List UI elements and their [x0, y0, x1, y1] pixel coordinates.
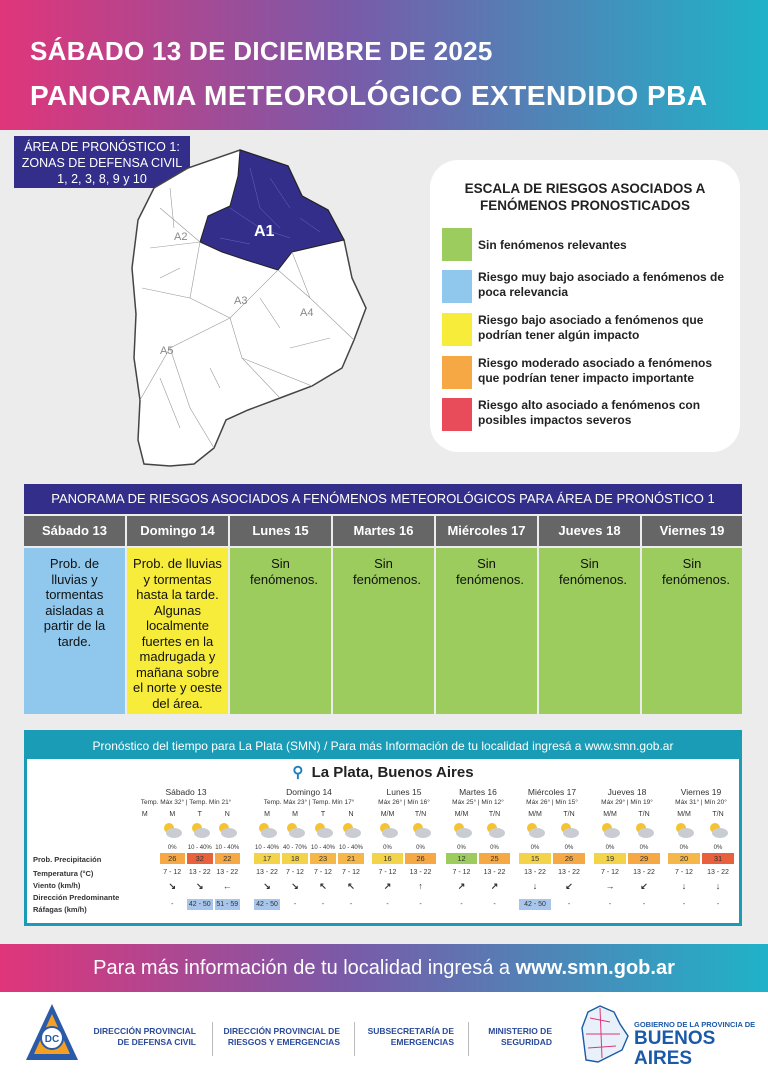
temperature-cell: 31 — [702, 853, 734, 864]
wind-direction-icon: ↓ — [715, 881, 721, 891]
wind-cell: 7 - 12 — [601, 869, 619, 876]
forecast-day-temps: Máx 26° | Mín 15° — [526, 799, 578, 806]
temperature-cell: 26 — [553, 853, 585, 864]
period-label: N — [224, 811, 230, 818]
footer-item-subsecretaria — [358, 1026, 454, 1048]
day-body-0: Prob. de lluvias y tormentas aisladas a partir de la tarde. — [24, 548, 125, 714]
bottom-url-link[interactable]: www.smn.gob.ar — [515, 957, 675, 979]
day-body-2: Sin fenómenos. — [230, 548, 331, 714]
day-body-6: Sin fenómenos. — [642, 548, 742, 714]
day-header: Jueves 18 — [539, 516, 640, 546]
period-label: T/N — [563, 811, 575, 818]
forecast-day-name: Miércoles 17 — [527, 787, 577, 797]
wind-direction-icon: ↘ — [168, 881, 177, 891]
gust-cell: - — [171, 901, 174, 908]
scale-text: Riesgo moderado asociado a fenómenos que podrían tener impacto importante — [478, 356, 713, 385]
temperature-cell: 19 — [594, 853, 626, 864]
scale-row — [442, 313, 732, 349]
forecast-day-temps: Máx 29° | Mín 19° — [601, 799, 653, 806]
wind-direction-icon: ↓ — [681, 881, 687, 891]
day-header: Lunes 15 — [230, 516, 331, 546]
wind-cell: 13 - 22 — [524, 869, 546, 876]
forecast-day-name: Domingo 14 — [286, 787, 332, 797]
day-header: Viernes 19 — [642, 516, 742, 546]
weather-icon — [161, 821, 183, 839]
gust-cell: - — [493, 901, 496, 908]
wind-cell: 13 - 22 — [216, 869, 239, 876]
gust-cell: - — [321, 901, 325, 908]
gust-cell: 42 - 50 — [254, 899, 280, 910]
temperature-cell: 17 — [254, 853, 280, 864]
wind-cell: 13 - 22 — [188, 869, 211, 876]
temperature-cell: 26 — [160, 853, 186, 864]
defensa-civil-logo — [24, 1000, 80, 1076]
wind-cell: 13 - 22 — [707, 869, 729, 876]
wind-direction-icon: ↖ — [347, 881, 355, 891]
wind-cell: 7 - 12 — [452, 869, 471, 876]
temperature-cell: 26 — [405, 853, 436, 864]
period-label: M/M — [528, 811, 542, 818]
period-label: M — [169, 811, 176, 818]
footer-line: DE DEFENSA CIVIL — [117, 1037, 196, 1047]
row-label: Prob. Precipitación — [33, 855, 102, 864]
gust-cell: - — [349, 901, 353, 908]
area-label-line1: ÁREA DE PRONÓSTICO 1: — [24, 140, 180, 154]
forecast-day-name: Viernes 19 — [680, 787, 722, 797]
gust-cell: 51 - 59 — [216, 901, 239, 908]
temperature-cell: 23 — [310, 853, 336, 864]
weather-icon — [451, 821, 473, 839]
scale-swatch-2 — [442, 313, 472, 346]
precip-prob: 0% — [564, 845, 574, 851]
wind-cell: 13 - 22 — [483, 869, 506, 876]
gov-big-text: BUENOS AIRES — [634, 1028, 716, 1069]
precip-prob: 40 - 70% — [282, 845, 307, 851]
footer-line: EMERGENCIAS — [390, 1037, 454, 1047]
day-header: Miércoles 17 — [436, 516, 537, 546]
weather-icon — [484, 821, 506, 839]
period-label: T — [320, 811, 326, 818]
page-title: PANORAMA METEOROLÓGICO EXTENDIDO PBA — [30, 80, 708, 111]
temperature-cell: 18 — [282, 853, 308, 864]
weather-icon — [707, 821, 729, 839]
day-body-4: Sin fenómenos. — [436, 548, 537, 714]
wind-cell: 7 - 12 — [163, 869, 182, 876]
period-label: M — [264, 811, 270, 818]
area-label-line3: 1, 2, 3, 8, 9 y 10 — [57, 172, 147, 186]
row-label: Viento (km/h) — [33, 881, 81, 890]
row-label: Dirección Predominante — [33, 893, 120, 902]
footer-line: DIRECCIÓN PROVINCIAL — [93, 1026, 196, 1036]
gust-cell: - — [460, 901, 463, 908]
weather-icon — [284, 821, 306, 839]
weather-icon — [673, 821, 695, 839]
scale-swatch-3 — [442, 356, 472, 389]
header-banner — [0, 0, 768, 130]
wind-direction-icon: ↗ — [457, 881, 466, 891]
period-label: M — [141, 811, 148, 818]
wind-cell: 7 - 12 — [378, 869, 397, 876]
scale-text: Riesgo muy bajo asociado a fenómenos de poca relevancia — [478, 270, 725, 299]
precip-prob: 10 - 40% — [254, 845, 279, 851]
weather-icon — [312, 821, 334, 839]
period-label: T — [197, 811, 202, 818]
gust-cell: - — [716, 901, 720, 908]
precip-prob: 0% — [639, 845, 649, 851]
precip-prob: 0% — [167, 845, 177, 851]
scale-row — [442, 398, 732, 434]
period-label: M — [292, 811, 298, 818]
precip-prob: 0% — [490, 845, 499, 851]
footer-divider — [212, 1022, 213, 1056]
gust-cell: - — [608, 901, 612, 908]
period-label: M/M — [603, 811, 617, 818]
temperature-cell: 25 — [479, 853, 510, 864]
forecast-day-temps: Máx 25° | Mín 12° — [452, 799, 504, 806]
period-label: M/M — [380, 811, 395, 818]
period-label: T/N — [712, 811, 724, 818]
zone-label-a4: A4 — [300, 307, 314, 319]
scale-text: Riesgo bajo asociado a fenómenos que podrían tener algún impacto — [478, 313, 704, 342]
zone-label-a1: A1 — [254, 223, 275, 240]
forecast-day-name: Jueves 18 — [607, 787, 647, 797]
forecast-day-temps: Máx 31° | Mín 20° — [675, 799, 727, 806]
row-label: Temperatura (°C) — [33, 869, 94, 878]
precip-prob: 0% — [713, 845, 723, 851]
precip-prob: 10 - 40% — [187, 845, 212, 851]
gust-cell: - — [682, 901, 686, 908]
temperature-cell: 15 — [519, 853, 551, 864]
wind-direction-icon: ↙ — [565, 881, 573, 891]
day-header: Sábado 13 — [24, 516, 125, 546]
gust-cell: 42 - 50 — [519, 899, 551, 910]
temperature-cell: 20 — [668, 853, 700, 864]
risk-scale-card — [430, 160, 740, 452]
weather-icon — [599, 821, 621, 839]
gust-cell: - — [642, 901, 646, 908]
temperature-cell: 16 — [372, 853, 403, 864]
footer-line: DIRECCIÓN PROVINCIAL DE — [223, 1026, 340, 1036]
row-label: Ráfagas (km/h) — [33, 905, 87, 914]
precip-prob: 0% — [679, 845, 689, 851]
wind-cell: 13 - 22 — [558, 869, 580, 876]
forecast-day-temps: Máx 26° | Mín 16° — [378, 799, 430, 806]
weather-icon — [524, 821, 546, 839]
footer-line: RIESGOS Y EMERGENCIAS — [227, 1037, 340, 1047]
wind-direction-icon: ↑ — [418, 881, 423, 891]
day-body-1: Prob. de lluvias y tormentas hasta la tarde. Algunas localmente fuertes en la madrugada y mañana sobre el norte y oeste del área. — [127, 548, 228, 714]
footer-line: SEGURIDAD — [500, 1037, 552, 1047]
precip-prob: 0% — [457, 845, 466, 851]
risk-scale-title: ESCALA DE RIESGOS ASOCIADOS A FENÓMENOS PRONOSTICADOS — [464, 181, 706, 213]
forecast-day-name: Sábado 13 — [165, 787, 207, 797]
gust-cell: - — [293, 901, 297, 908]
period-label: N — [348, 811, 354, 818]
footer-item-riesgos — [216, 1026, 340, 1048]
period-label: M/M — [454, 811, 469, 818]
scale-row — [442, 228, 732, 264]
gust-cell: - — [567, 901, 571, 908]
weather-icon — [410, 821, 432, 839]
location-pin-icon: ⚲ — [292, 764, 304, 781]
wind-cell: 7 - 12 — [286, 869, 304, 876]
forecast-day-name: Lunes 15 — [386, 787, 422, 797]
scale-swatch-1 — [442, 270, 472, 303]
forecast-day-temps: Temp. Máx 23° | Temp. Mín 17° — [263, 799, 355, 806]
gust-cell: 42 - 50 — [188, 901, 211, 908]
precip-prob: 0% — [530, 845, 540, 851]
wind-direction-icon: ← — [222, 881, 232, 891]
wind-direction-icon: ↘ — [195, 881, 204, 891]
period-label: M/M — [677, 811, 691, 818]
location-name: La Plata, Buenos Aires — [311, 764, 474, 781]
day-header: Martes 16 — [333, 516, 434, 546]
wind-direction-icon: ↖ — [319, 881, 327, 891]
footer-line: MINISTERIO DE — [488, 1026, 552, 1036]
wind-cell: 7 - 12 — [314, 869, 332, 876]
scale-swatch-4 — [442, 398, 472, 431]
wind-cell: 13 - 22 — [256, 869, 278, 876]
scale-swatch-0 — [442, 228, 472, 261]
location-title — [27, 763, 739, 781]
temperature-cell: 22 — [215, 853, 241, 864]
weather-icon — [189, 821, 211, 839]
gust-cell: - — [419, 901, 422, 908]
precip-prob: 0% — [416, 845, 425, 851]
wind-direction-icon: ↘ — [263, 881, 271, 891]
precip-prob: 0% — [383, 845, 392, 851]
wind-direction-icon: ↘ — [291, 881, 299, 891]
area-label-line2: ZONAS DE DEFENSA CIVIL — [21, 156, 183, 170]
gov-logo-text — [634, 1020, 768, 1069]
period-label: T/N — [488, 811, 501, 818]
footer-divider — [468, 1022, 469, 1056]
temperature-cell: 29 — [628, 853, 660, 864]
weather-icon — [633, 821, 655, 839]
day-header: Domingo 14 — [127, 516, 228, 546]
footer-divider — [354, 1022, 355, 1056]
scale-text: Riesgo alto asociado a fenómenos con posibles impactos severos — [478, 398, 701, 427]
day-body-5: Sin fenómenos. — [539, 548, 640, 714]
province-map — [130, 148, 370, 468]
temperature-cell: 12 — [446, 853, 477, 864]
wind-direction-icon: ↓ — [532, 881, 538, 891]
weather-icon — [216, 821, 238, 839]
precip-prob: 10 - 40% — [310, 845, 335, 851]
weather-icon — [340, 821, 362, 839]
wind-cell: 13 - 22 — [409, 869, 432, 876]
footer-item-ministerio — [472, 1026, 552, 1048]
wind-cell: 13 - 22 — [633, 869, 655, 876]
wind-cell: 7 - 12 — [675, 869, 693, 876]
period-label: T/N — [638, 811, 650, 818]
precip-prob: 0% — [605, 845, 615, 851]
forecast-day-name: Martes 16 — [459, 787, 497, 797]
gov-small-text: GOBIERNO DE LA PROVINCIA DE — [634, 1020, 756, 1029]
precip-prob: 10 - 40% — [215, 845, 240, 851]
panorama-title: PANORAMA DE RIESGOS ASOCIADOS A FENÓMENOS METEOROLÓGICOS PARA ÁREA DE PRONÓSTICO 1 — [24, 484, 742, 514]
dc-logo-text: DC — [44, 1034, 60, 1045]
footer — [0, 992, 768, 1086]
day-body-3: Sin fenómenos. — [333, 548, 434, 714]
temperature-cell: 32 — [187, 853, 213, 864]
page-date: SÁBADO 13 DE DICIEMBRE DE 2025 — [30, 36, 493, 66]
precip-prob: 10 - 40% — [338, 845, 363, 851]
weather-icon — [256, 821, 278, 839]
scale-text: Sin fenómenos relevantes — [478, 238, 627, 252]
footer-line: SUBSECRETARÍA DE — [367, 1026, 454, 1036]
wind-direction-icon: → — [605, 881, 615, 891]
wind-direction-icon: ↗ — [383, 881, 392, 891]
smn-forecast-card — [24, 730, 742, 926]
wind-cell: 7 - 12 — [342, 869, 360, 876]
zone-label-a3: A3 — [234, 295, 248, 307]
scale-row — [442, 356, 732, 392]
bottom-banner — [0, 944, 768, 992]
weather-icon — [377, 821, 399, 839]
buenos-aires-map-icon — [580, 1004, 630, 1064]
forecast-day-temps: Temp. Máx 32° | Temp. Mín 21° — [140, 799, 232, 806]
footer-item-defensa-civil — [86, 1026, 196, 1048]
gust-cell: - — [386, 901, 389, 908]
bottom-text: Para más información de tu localidad ingresá a — [93, 957, 516, 979]
wind-direction-icon: ↙ — [640, 881, 648, 891]
period-label: T/N — [414, 811, 427, 818]
zone-label-a5: A5 — [160, 345, 174, 357]
zone-label-a2: A2 — [174, 231, 188, 243]
temperature-cell: 21 — [338, 853, 364, 864]
smn-banner[interactable]: Pronóstico del tiempo para La Plata (SMN) / Para más Información de tu localidad ingresá a www.smn.gob.ar — [27, 733, 739, 759]
weather-icon — [558, 821, 580, 839]
wind-direction-icon: ↗ — [490, 881, 499, 891]
scale-row — [442, 270, 732, 306]
